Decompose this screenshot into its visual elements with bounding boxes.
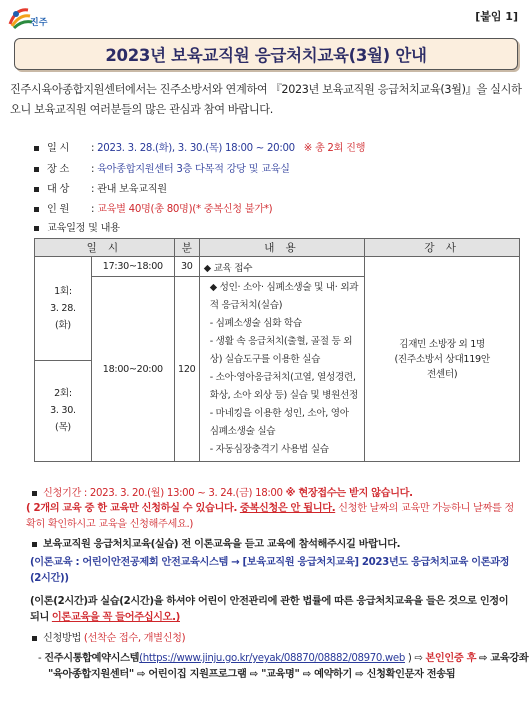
list-item: - 심폐소생술 심화 학습 bbox=[209, 318, 302, 329]
duplicate-warning: ( 2개의 교육 중 한 교육만 신청하실 수 있습니다. 중복신청은 안 됩니다. 신청한 날짜의 교육만 가능하니 날짜를 정확히 확인하시고 교육을 신청해주세요.) bbox=[26, 503, 514, 530]
prereq-notice: 보육교직원 응급처치교육(실습) 전 이론교육을 듣고 교육에 참석해주시길 바랍니다. bbox=[32, 537, 522, 553]
list-item: - 자동심장충격기 사용법 실습 bbox=[209, 444, 329, 455]
col-header-lecturer: 강 사 bbox=[365, 239, 520, 257]
bullet-icon bbox=[32, 491, 37, 496]
session-2-cell: 2회: 3. 30. (목) bbox=[35, 360, 92, 461]
apply-method: 신청방법 (선착순 접수, 개별신청) bbox=[32, 631, 522, 647]
attachment-tag: [붙임 1] bbox=[475, 10, 518, 23]
session-1-cell: 1회: 3. 28. (화) bbox=[35, 257, 92, 361]
col-header-datetime: 일 시 bbox=[35, 239, 175, 257]
list-item: - 소아·영아응급처치(고열, 열성경련, 화상, 소아 외상 등) 실습 및 병원선정 bbox=[209, 372, 358, 401]
bullet-icon bbox=[34, 187, 39, 192]
list-item: - 생활 속 응급처치(출혈, 골절 등 외상) 실습도구를 이용한 실습 bbox=[209, 336, 353, 365]
schedule-table bbox=[34, 238, 520, 462]
time-cell: 17:30~18:00 bbox=[91, 257, 174, 277]
theory-course-info: (이론교육 : 어린이안전공제회 안전교육시스템 → [보육교직원 응급처치교육] 2023년도 응급처치교육 이론과정(2시간)) bbox=[30, 557, 510, 584]
page-title: 2023년 보육교직원 응급처치교육(3월) 안내 bbox=[14, 38, 518, 70]
apply-steps: - 진주시통합예약시스템(https://www.jinju.go.kr/yeyak/08870/08882/08970.web ) ⇨ 본인인증 후 ⇨ 교육강좌 "육아종합지원센터" ⇨ 어린이집 지원프로그램 ⇨ "교육명" ⇨ 예약하기 ⇨ 신청확인문자 전송됨 bbox=[38, 653, 529, 680]
content-cell: ◆ 교육 접수 bbox=[199, 257, 365, 277]
info-schedule-heading: 교육일정 및 내용 bbox=[34, 219, 120, 234]
minutes-cell: 120 bbox=[174, 277, 199, 462]
lecturer-name: 김재민 소방장 외 1명 bbox=[399, 338, 486, 350]
list-item: ◆ 성인· 소아· 심폐소생술 및 내· 외과적 응급처치(실습) bbox=[209, 282, 359, 311]
law-notice: (이론(2시간)과 실습(2시간)을 하셔야 어린이 안전관리에 관한 법률에 따른 응급처치교육을 들은 것으로 인정이 되니 이론교육을 꼭 들어주십시오.) bbox=[30, 596, 509, 623]
lecturer-org: (진주소방서 상대119안전센터) bbox=[394, 353, 490, 380]
jinju-logo bbox=[6, 4, 52, 32]
table-row bbox=[35, 257, 520, 277]
minutes-cell: 30 bbox=[174, 257, 199, 277]
bullet-icon bbox=[34, 167, 39, 172]
bullet-icon bbox=[32, 542, 37, 547]
col-header-minutes: 분 bbox=[174, 239, 199, 257]
logo-text: 진주 bbox=[30, 18, 48, 28]
info-target: 대 상 : 관내 보육교직원 bbox=[34, 180, 167, 195]
bullet-icon bbox=[34, 146, 39, 151]
table-header-row bbox=[35, 239, 520, 257]
info-capacity: 인 원 : 교육별 40명(총 80명)(* 중복신청 불가*) bbox=[34, 200, 272, 215]
info-location: 장 소 : 육아종합지원센터 3층 다목적 강당 및 교육실 bbox=[34, 160, 290, 175]
bullet-icon bbox=[32, 636, 37, 641]
bullet-icon bbox=[34, 207, 39, 212]
intro-paragraph: 진주시육아종합지원센터에서는 진주소방서와 연계하여 『2023년 보육교직원 응급처치교육(3월)』을 실시하오니 보육교직원 여러분들의 많은 관심과 참여 바랍니다. bbox=[10, 83, 522, 116]
col-header-content: 내 용 bbox=[199, 239, 365, 257]
reservation-link[interactable]: (https://www.jinju.go.kr/yeyak/08870/08882/08970.web bbox=[139, 653, 405, 664]
content-list-cell bbox=[199, 277, 365, 462]
time-cell: 18:00~20:00 bbox=[91, 277, 174, 462]
list-item: - 마네킹을 이용한 성인, 소아, 영아 심폐소생술 실습 bbox=[209, 408, 349, 437]
info-datetime: 일 시 : 2023. 3. 28.(화), 3. 30.(목) 18:00 ~ 20:00 ※ 총 2회 진행 bbox=[34, 139, 365, 154]
lecturer-cell bbox=[365, 257, 520, 462]
apply-period: 신청기간 : 2023. 3. 20.(월) 13:00 ~ 3. 24.(금) 18:00 ※ 현장접수는 받지 않습니다. bbox=[32, 486, 522, 502]
bullet-icon bbox=[34, 226, 39, 231]
